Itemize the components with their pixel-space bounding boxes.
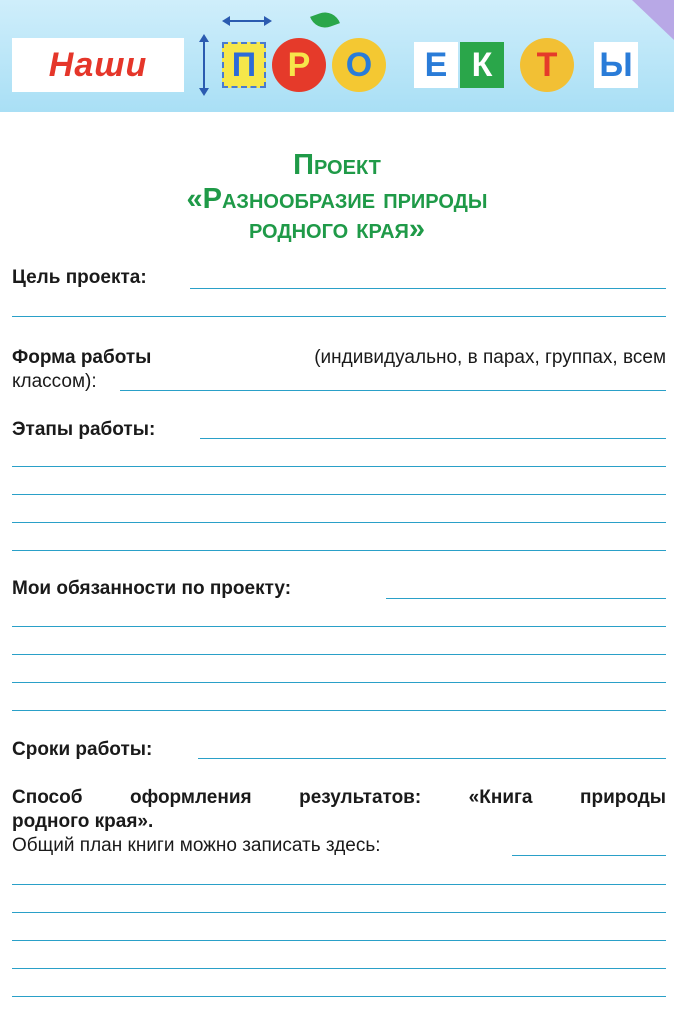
stages-answer-line[interactable] (12, 522, 666, 523)
header-letter-tile: Ы (594, 42, 638, 88)
form-of-work-row (12, 346, 666, 370)
book-plan-label: Общий план книги можно записать здесь: (12, 835, 381, 856)
result-method-line-2: родного края». (12, 811, 154, 832)
form-of-work-answer-line[interactable] (120, 390, 666, 391)
form-of-work-hint-end: классом): (12, 371, 97, 392)
vertical-arrow-icon (203, 36, 205, 94)
book-plan-answer-line[interactable] (512, 855, 666, 856)
book-plan-answer-line[interactable] (12, 968, 666, 969)
duties-label: Мои обязанности по проекту: (12, 578, 292, 599)
stages-answer-line[interactable] (12, 550, 666, 551)
book-plan-answer-line[interactable] (12, 940, 666, 941)
project-title-line-1: Проект (293, 149, 381, 181)
banner-corner-decoration (604, 0, 674, 40)
header-letter-apple: Р (272, 38, 326, 92)
stages-answer-line[interactable] (200, 438, 666, 439)
header-letter-circle: Т (520, 38, 574, 92)
form-of-work-label: Форма работы (12, 347, 152, 368)
horizontal-arrow-icon (224, 20, 270, 22)
project-title-line-2: «Разнообразие природы (186, 183, 488, 215)
project-title-line-3: родного края» (248, 213, 426, 245)
apple-leaf-icon (310, 8, 340, 32)
book-plan-answer-line[interactable] (12, 884, 666, 885)
result-method-line-1: Способ оформления результатов: «Книга природы (12, 787, 666, 808)
stages-answer-line[interactable] (12, 466, 666, 467)
header-prefix: Наши (48, 46, 148, 84)
form-of-work-hint: (индивидуально, в парах, группах, всем (314, 347, 666, 368)
header-letter-tile: К (460, 42, 504, 88)
book-plan-answer-line[interactable] (12, 996, 666, 997)
duties-answer-line[interactable] (12, 654, 666, 655)
terms-answer-line[interactable] (198, 758, 666, 759)
header-letter-tile: Е (414, 42, 458, 88)
header-letter-tile: П (222, 42, 266, 88)
header-banner (0, 0, 674, 112)
duties-answer-line[interactable] (12, 682, 666, 683)
terms-label: Сроки работы: (12, 739, 153, 760)
duties-answer-line[interactable] (12, 710, 666, 711)
goal-answer-line[interactable] (190, 288, 666, 289)
stages-answer-line[interactable] (12, 494, 666, 495)
header-letter-circle: О (332, 38, 386, 92)
book-plan-answer-line[interactable] (12, 912, 666, 913)
goal-answer-line[interactable] (12, 316, 666, 317)
goal-label: Цель проекта: (12, 267, 147, 288)
duties-answer-line[interactable] (12, 626, 666, 627)
stages-label: Этапы работы: (12, 419, 156, 440)
duties-answer-line[interactable] (386, 598, 666, 599)
